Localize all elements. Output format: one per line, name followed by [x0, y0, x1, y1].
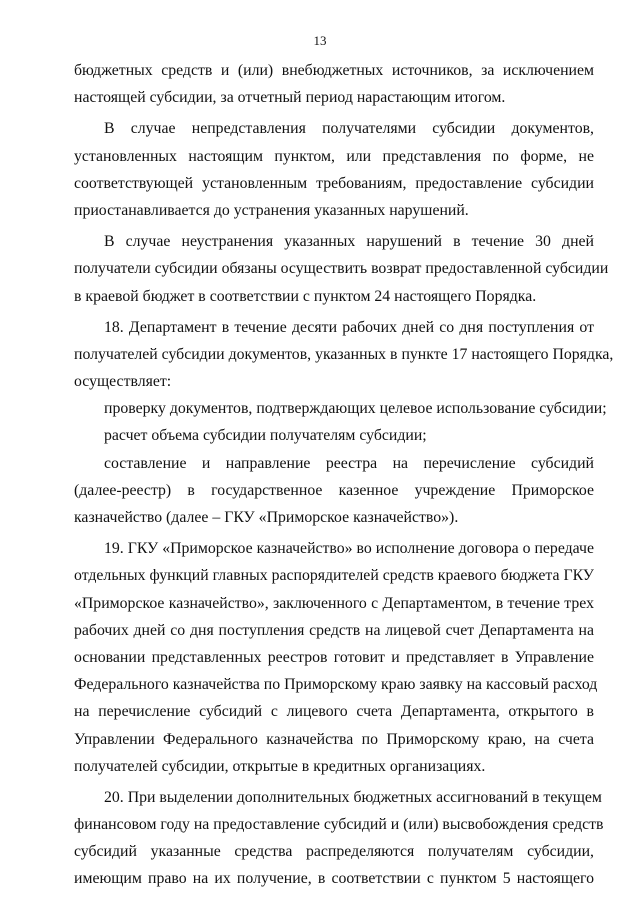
- paragraph-continuation: [74, 57, 594, 111]
- text-line: получателей субсидии документов, указанных в пункте 17 настоящего Порядка,: [74, 345, 614, 363]
- text-line: приостанавливается до устранения указанных нарушений.: [74, 201, 469, 219]
- text-line: соответствующей установленным требованиям, предоставление субсидии: [74, 174, 594, 192]
- text-line: финансовом году на предоставление субсидий и (или) высвобождения средств: [74, 816, 604, 834]
- paragraph-item-20: [74, 784, 604, 893]
- text-line: осуществляет:: [74, 373, 172, 391]
- paragraph-calculation: [74, 422, 594, 449]
- text-line: «Приморское казначейство», заключенного с Департаментом, в течение трех: [74, 594, 594, 612]
- text-line: основании представленных реестров готовит и представляет в Управление: [74, 648, 594, 666]
- text-line: получатели субсидии обязаны осуществить возврат предоставленной субсидии: [74, 260, 609, 278]
- text-line: имеющим право на их получение, в соответствии с пунктом 5 настоящего: [74, 870, 594, 888]
- text-line: Федерального казначейства по Приморскому краю заявку на кассовый расход: [74, 676, 598, 694]
- text-line: установленных настоящим пунктом, или представления по форме, не: [74, 147, 594, 165]
- paragraph-refund: [74, 228, 609, 310]
- text-line: субсидий указанные средства распределяются получателям субсидии,: [74, 843, 594, 861]
- page-number: 13: [313, 33, 327, 48]
- document-body: [74, 57, 614, 893]
- text-line: (далее-реестр) в государственное казенное учреждение Приморское: [74, 481, 594, 499]
- text-line: 20. При выделении дополнительных бюджетных ассигнований в текущем: [104, 788, 602, 806]
- paragraph-registry: [74, 450, 594, 532]
- text-line: проверку документов, подтверждающих целевое использование субсидии;: [104, 400, 607, 418]
- text-line: 18. Департамент в течение десяти рабочих дней со дня поступления от: [104, 318, 594, 336]
- text-line: настоящей субсидии, за отчетный период нарастающим итогом.: [74, 89, 506, 107]
- text-line: в краевой бюджет в соответствии с пунктом 24 настоящего Порядка.: [74, 287, 537, 305]
- text-line: рабочих дней со дня поступления средств на лицевой счет Департамента на: [74, 621, 594, 639]
- paragraph-non-submission: [74, 115, 594, 224]
- text-line: 19. ГКУ «Приморское казначейство» во исполнение договора о передаче: [104, 540, 594, 558]
- text-line: Управлении Федерального казначейства по Приморскому краю, на счета: [74, 730, 594, 748]
- text-line: получателей субсидии, открытые в кредитных организациях.: [74, 757, 486, 775]
- text-line: расчет объема субсидии получателям субсидии;: [104, 427, 427, 445]
- paragraph-item-19: [74, 535, 598, 780]
- text-line: казначейство (далее – ГКУ «Приморское казначейство»).: [74, 509, 459, 526]
- text-line: В случае неустранения указанных нарушений в течение 30 дней: [104, 233, 594, 251]
- text-line: отдельных функций главных распорядителей средств краевого бюджета ГКУ: [74, 567, 594, 585]
- text-line: В случае непредставления получателями субсидии документов,: [104, 120, 594, 138]
- paragraph-item-18: [74, 314, 614, 396]
- text-line: на перечисление субсидий с лицевого счета Департамента, открытого в: [74, 703, 594, 721]
- text-line: бюджетных средств и (или) внебюджетных источников, за исключением: [74, 62, 594, 79]
- text-line: составление и направление реестра на перечисление субсидий: [104, 454, 594, 472]
- paragraph-check-documents: [74, 395, 607, 422]
